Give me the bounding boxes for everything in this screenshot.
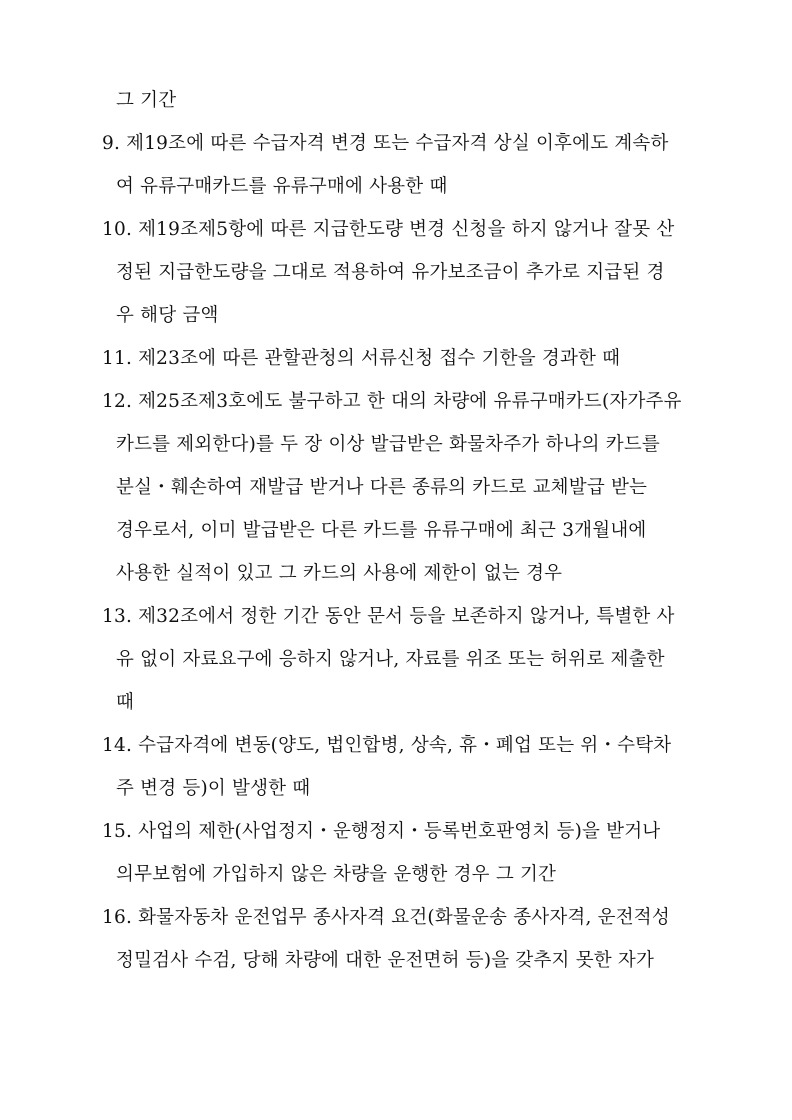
list-item-13-line-1: 13. 제32조에서 정한 기간 동안 문서 등을 보존하지 않거나, 특별한 사	[102, 606, 675, 627]
list-item-11-line-1: 11. 제23조에 따른 관할관청의 서류신청 접수 기한을 경과한 때	[102, 348, 621, 369]
list-item-10-line-2: 정된 지급한도량을 그대로 적용하여 유가보조금이 추가로 지급된 경	[116, 262, 665, 283]
list-item-12-line-3: 분실・훼손하여 재발급 받거나 다른 종류의 카드로 교체발급 받는	[116, 477, 648, 498]
list-item-14-line-2: 주 변경 등)이 발생한 때	[116, 778, 311, 799]
list-item-10-line-3: 우 해당 금액	[116, 305, 219, 326]
list-item-12-line-5: 사용한 실적이 있고 그 카드의 사용에 제한이 없는 경우	[116, 563, 563, 584]
list-item-15-line-2: 의무보험에 가입하지 않은 차량을 운행한 경우 그 기간	[116, 864, 557, 885]
list-item-13-line-2: 유 없이 자료요구에 응하지 않거나, 자료를 위조 또는 허위로 제출한	[116, 649, 665, 670]
list-item-15-line-1: 15. 사업의 제한(사업정지・운행정지・등록번호판영치 등)을 받거나	[102, 821, 661, 842]
text-line: 그 기간	[116, 90, 177, 111]
list-item-12-line-1: 12. 제25조제3호에도 불구하고 한 대의 차량에 유류구매카드(자가주유	[102, 391, 682, 412]
list-item-9-line-1: 9. 제19조에 따른 수급자격 변경 또는 수급자격 상실 이후에도 계속하	[102, 133, 669, 154]
list-item-10-line-1: 10. 제19조제5항에 따른 지급한도량 변경 신청을 하지 않거나 잘못 산	[102, 219, 675, 240]
list-item-14-line-1: 14. 수급자격에 변동(양도, 법인합병, 상속, 휴・폐업 또는 위・수탁차	[102, 735, 672, 756]
list-item-13-line-3: 때	[116, 692, 135, 713]
list-item-16-line-1: 16. 화물자동차 운전업무 종사자격 요건(화물운송 종사자격, 운전적성	[102, 907, 670, 928]
list-item-12-line-4: 경우로서, 이미 발급받은 다른 카드를 유류구매에 최근 3개월내에	[116, 520, 647, 541]
list-item-12-line-2: 카드를 제외한다)를 두 장 이상 발급받은 화물차주가 하나의 카드를	[116, 434, 660, 455]
list-item-16-line-2: 정밀검사 수검, 당해 차량에 대한 운전면허 등)을 갖추지 못한 자가	[116, 950, 655, 971]
list-item-9-line-2: 여 유류구매카드를 유류구매에 사용한 때	[116, 176, 448, 197]
